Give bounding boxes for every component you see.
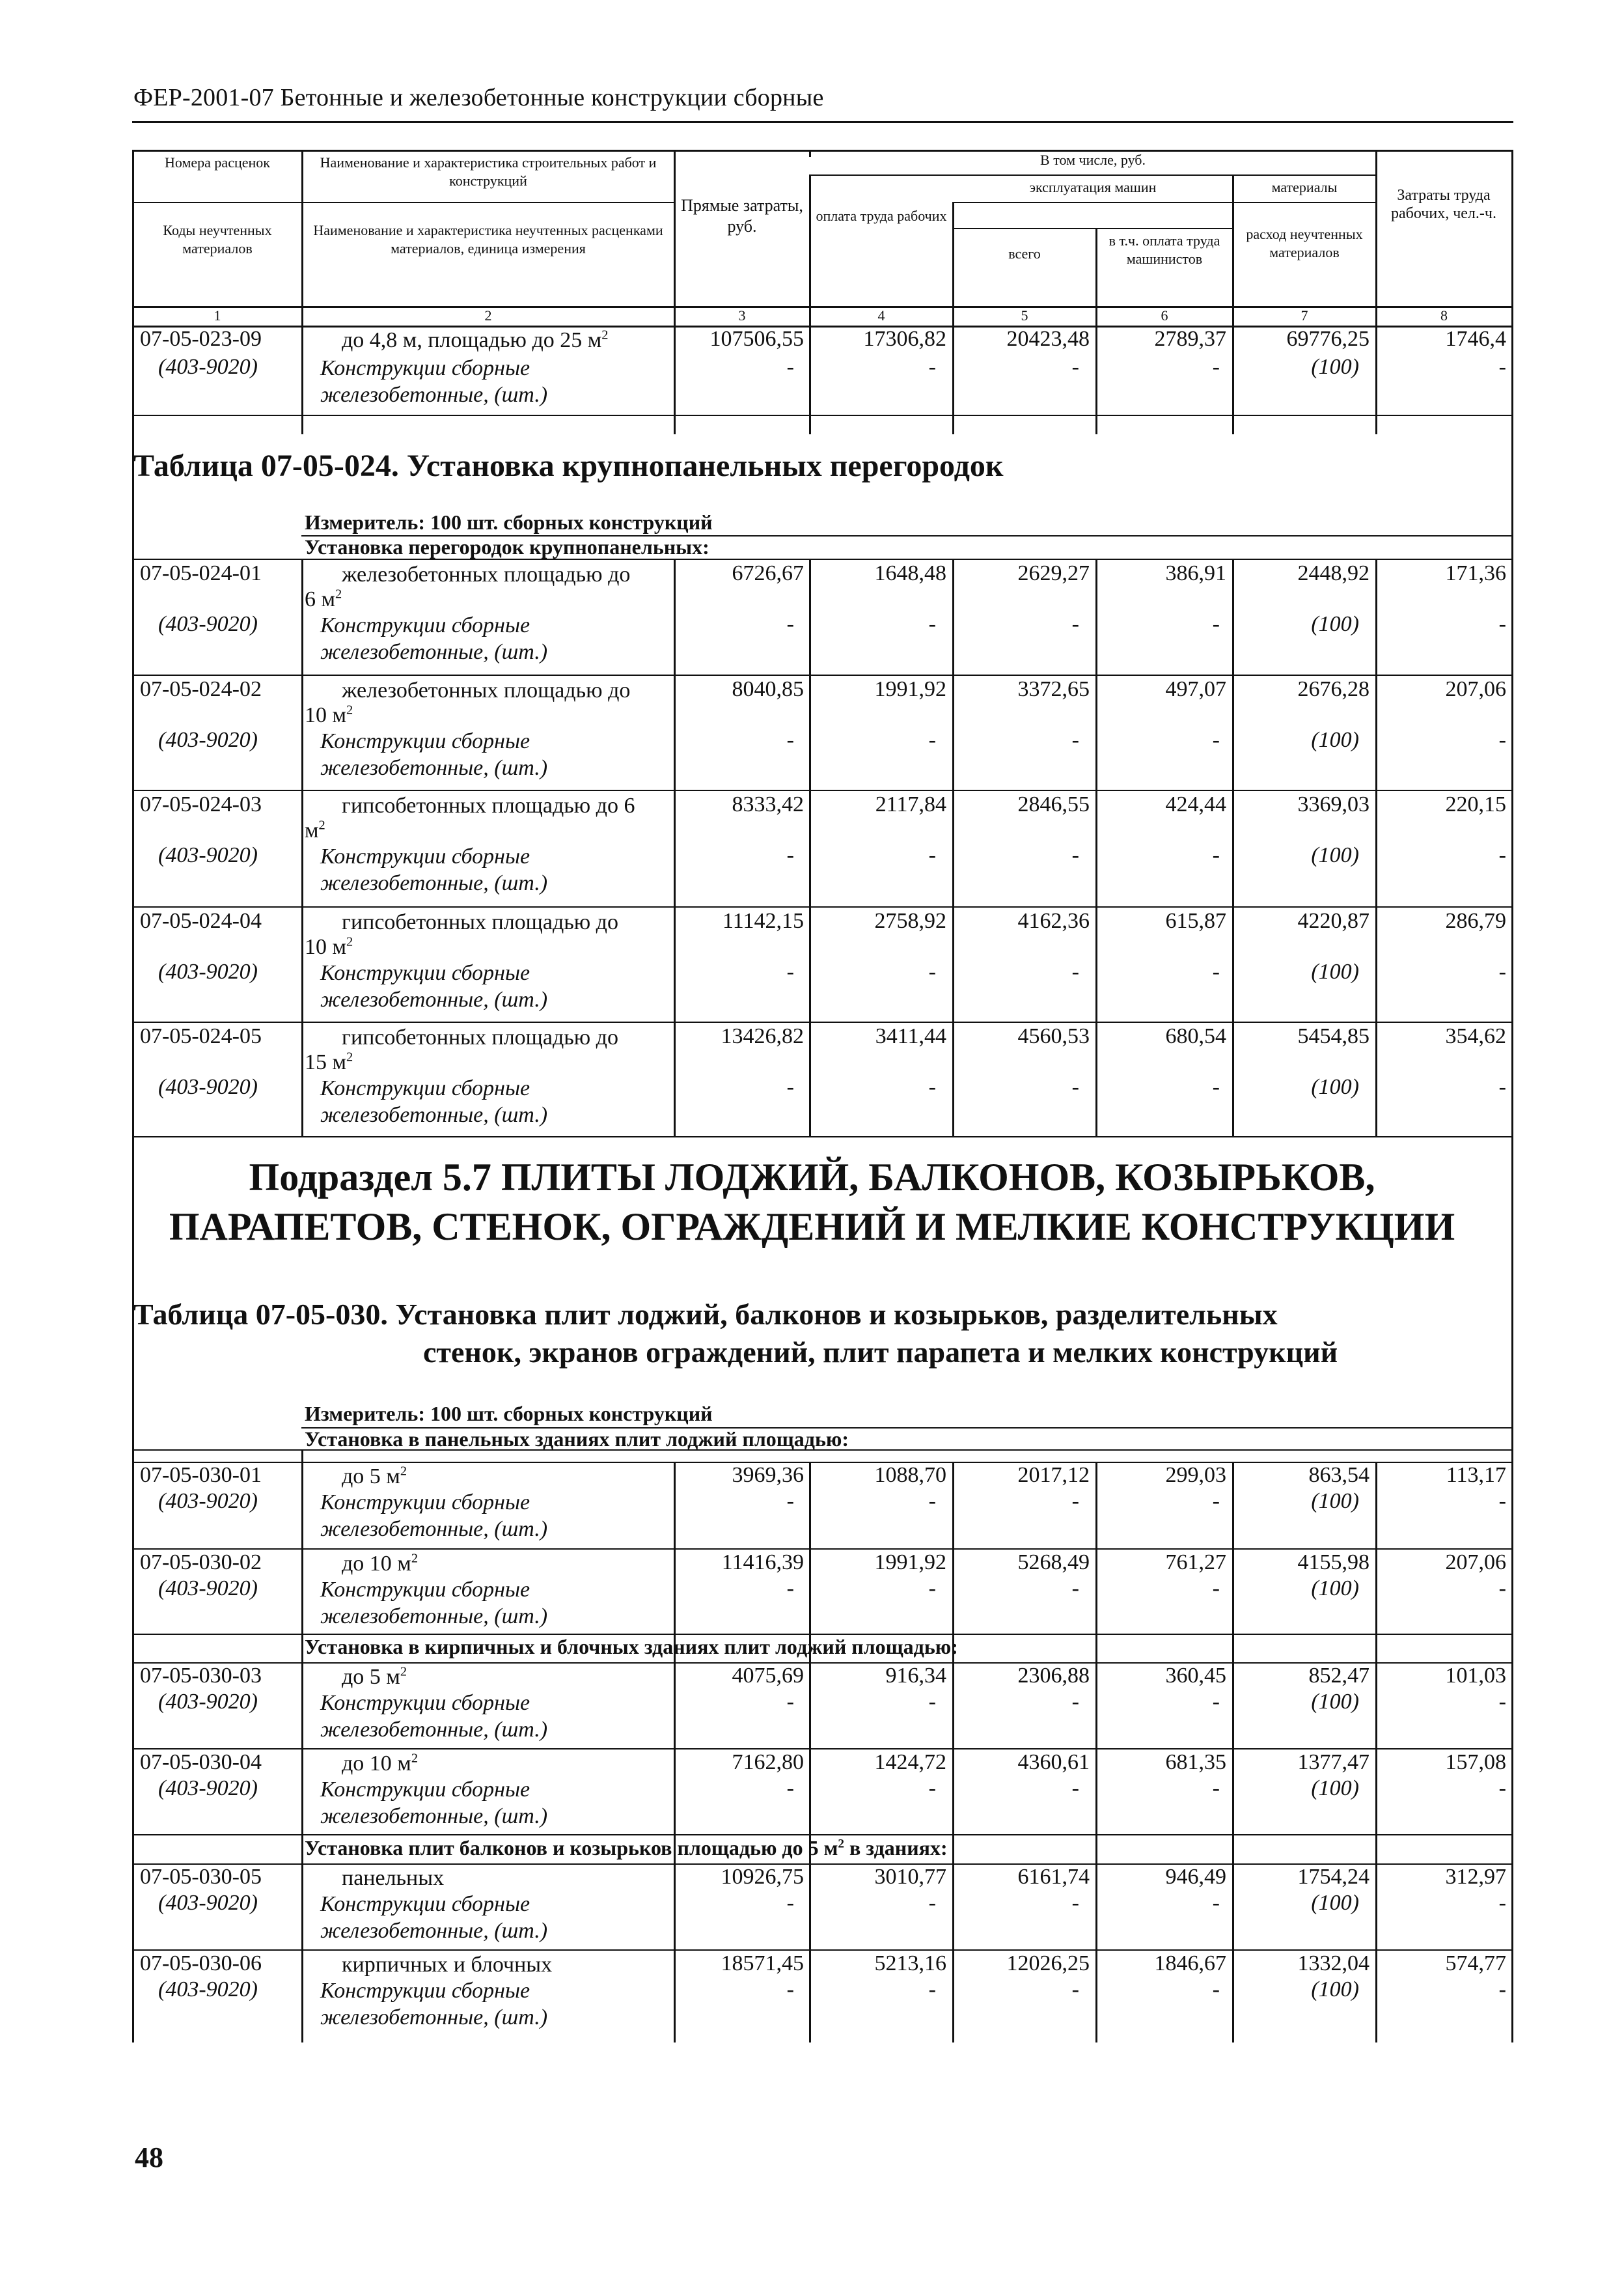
value-machines-total: 6161,74 xyxy=(1017,1865,1090,1889)
value-labor-hours: 207,06 xyxy=(1445,677,1506,701)
dash: - xyxy=(1212,1776,1220,1800)
value-labor-pay: 1648,48 xyxy=(874,561,946,585)
dash: - xyxy=(928,843,936,867)
dash: - xyxy=(1212,1891,1220,1915)
value-labor-hours: 574,77 xyxy=(1445,1951,1506,1975)
value-direct-cost: 3969,36 xyxy=(732,1463,804,1487)
material-code: (403-9020) xyxy=(158,1576,258,1600)
rate-code: 07-05-030-02 xyxy=(140,1550,262,1574)
dash: - xyxy=(1212,728,1220,752)
page-number: 48 xyxy=(135,2141,163,2173)
row-description: до 4,8 м, площадью до 25 $м^2$ xyxy=(342,328,609,352)
dash: - xyxy=(1498,1977,1506,2001)
dash: - xyxy=(1212,612,1220,636)
value-machinist-pay: 761,27 xyxy=(1165,1550,1226,1574)
value-machines-total: 2017,12 xyxy=(1017,1463,1090,1487)
material-code: (403-9020) xyxy=(158,355,258,379)
value-machines-total: 20423,48 xyxy=(1006,327,1090,351)
head-rule xyxy=(132,121,1513,123)
dash: - xyxy=(786,1690,794,1714)
value-machines-total: 4162,36 xyxy=(1017,909,1090,933)
dash: - xyxy=(1071,1075,1079,1099)
col-number: 3 xyxy=(738,307,746,324)
material-qty: (100) xyxy=(1311,1075,1359,1099)
material-qty: (100) xyxy=(1311,1977,1359,2001)
material-name: Конструкции сборные железобетонные, (шт.) xyxy=(320,1979,548,2029)
material-qty: (100) xyxy=(1311,1690,1359,1714)
dash: - xyxy=(928,1776,936,1800)
row-description: железобетонных площадью до xyxy=(342,678,631,703)
dash: - xyxy=(786,1977,794,2001)
dash: - xyxy=(1071,1977,1079,2001)
dash: - xyxy=(928,728,936,752)
value-materials: 4155,98 xyxy=(1297,1550,1369,1574)
rate-code: 07-05-030-06 xyxy=(140,1951,262,1975)
rate-code: 07-05-024-01 xyxy=(140,561,262,585)
value-labor-pay: 5213,16 xyxy=(874,1951,946,1975)
value-direct-cost: 13426,82 xyxy=(721,1024,804,1048)
material-qty: (100) xyxy=(1311,1776,1359,1800)
value-machines-total: 3372,65 xyxy=(1017,677,1090,701)
subsection-title: Подраздел 5.7 ПЛИТЫ ЛОДЖИЙ, БАЛКОНОВ, КОЗЫРЬКОВ, ПАРАПЕТОВ, СТЕНОК, ОГРАЖДЕНИЙ И МЕЛКИЕ КОНСТРУКЦИИ xyxy=(169,1156,1455,1248)
material-qty: (100) xyxy=(1311,728,1359,752)
col-number: 4 xyxy=(877,307,885,324)
value-materials: 863,54 xyxy=(1308,1463,1369,1487)
dash: - xyxy=(1498,1576,1506,1600)
value-materials: 1754,24 xyxy=(1297,1865,1369,1889)
dash: - xyxy=(1071,843,1079,867)
value-labor-pay: 1424,72 xyxy=(874,1750,946,1774)
header-col1-bottom: Коды неучтенных материалов xyxy=(163,222,272,257)
rate-code: 07-05-023-09 xyxy=(140,327,262,351)
material-name: Конструкции сборные железобетонные, (шт.) xyxy=(320,729,548,780)
value-labor-hours: 157,08 xyxy=(1445,1750,1506,1774)
value-machines-total: 12026,25 xyxy=(1006,1951,1090,1975)
value-materials: 4220,87 xyxy=(1297,909,1369,933)
value-machinist-pay: 299,03 xyxy=(1165,1463,1226,1487)
header-col6: в т.ч. оплата труда машинистов xyxy=(1108,232,1220,267)
rate-code: 07-05-030-05 xyxy=(140,1865,262,1889)
value-direct-cost: 8040,85 xyxy=(732,677,804,701)
dash: - xyxy=(1498,1776,1506,1800)
rate-code: 07-05-024-05 xyxy=(140,1024,262,1048)
value-direct-cost: 8333,42 xyxy=(732,792,804,816)
row-description: кирпичных и блочных xyxy=(342,1953,553,1977)
value-machinist-pay: 946,49 xyxy=(1165,1865,1226,1889)
dash: - xyxy=(786,1776,794,1800)
value-machinist-pay: 360,45 xyxy=(1165,1664,1226,1688)
dash: - xyxy=(1498,1489,1506,1513)
value-materials: 2676,28 xyxy=(1297,677,1369,701)
value-machines-total: 4360,61 xyxy=(1017,1750,1090,1774)
table-030-title: Таблица 07-05-030. Установка плит лоджий, балконов и козырьков, разделительных стенок, экранов ограждений, плит парапета и мелких конструкций xyxy=(133,1298,1338,1369)
value-direct-cost: 18571,45 xyxy=(721,1951,804,1975)
value-labor-pay: 1991,92 xyxy=(874,677,946,701)
dash: - xyxy=(786,1891,794,1915)
material-name: Конструкции сборные железобетонные, (шт.) xyxy=(320,1777,548,1828)
value-direct-cost: 107506,55 xyxy=(709,327,804,351)
value-labor-pay: 17306,82 xyxy=(863,327,946,351)
dash: - xyxy=(786,960,794,984)
row-description: панельных xyxy=(342,1866,445,1890)
material-code: (403-9020) xyxy=(158,1776,258,1800)
table-024-title: Таблица 07-05-024. Установка крупнопанельных перегородок xyxy=(133,449,1004,483)
dash: - xyxy=(1071,1891,1079,1915)
row-description: гипсобетонных площадью до xyxy=(342,1025,618,1050)
col-number: 1 xyxy=(213,307,221,324)
value-machines-total: 2306,88 xyxy=(1017,1664,1090,1688)
material-name: Конструкции сборные железобетонные, (шт.) xyxy=(320,356,548,407)
table-030-measure: Измеритель: 100 шт. сборных конструкций xyxy=(305,1402,713,1425)
header-col5: всего xyxy=(1008,245,1041,262)
dash: - xyxy=(1071,1776,1079,1800)
col-number: 2 xyxy=(484,307,492,324)
row-description: до 5 $м^2$ xyxy=(342,1664,407,1689)
value-materials: 2448,92 xyxy=(1297,561,1369,585)
value-labor-pay: 1991,92 xyxy=(874,1550,946,1574)
value-labor-pay: 916,34 xyxy=(885,1664,946,1688)
material-qty: (100) xyxy=(1311,960,1359,984)
dash: - xyxy=(1498,1075,1506,1099)
rate-code: 07-05-030-03 xyxy=(140,1664,262,1688)
rate-code: 07-05-030-04 xyxy=(140,1750,262,1774)
row-description: гипсобетонных площадью до xyxy=(342,910,618,934)
row-description-cont: 15 $м^2$ xyxy=(305,1050,353,1074)
value-labor-hours: 312,97 xyxy=(1445,1865,1506,1889)
value-machinist-pay: 2789,37 xyxy=(1154,327,1226,351)
material-name: Конструкции сборные железобетонные, (шт.) xyxy=(320,1490,548,1541)
col-number: 5 xyxy=(1021,307,1028,324)
header-in-total: В том числе, руб. xyxy=(1040,152,1146,168)
material-code: (403-9020) xyxy=(158,1977,258,2001)
dash: - xyxy=(928,355,936,379)
value-machinist-pay: 681,35 xyxy=(1165,1750,1226,1774)
value-machines-total: 2629,27 xyxy=(1017,561,1090,585)
header-col3: Прямые затраты, руб. xyxy=(681,196,803,236)
value-machines-total: 4560,53 xyxy=(1017,1024,1090,1048)
dash: - xyxy=(1498,843,1506,867)
dash: - xyxy=(786,843,794,867)
value-machinist-pay: 386,91 xyxy=(1165,561,1226,585)
dash: - xyxy=(1071,1690,1079,1714)
rate-code: 07-05-024-03 xyxy=(140,792,262,816)
dash: - xyxy=(1212,1977,1220,2001)
col-number: 8 xyxy=(1440,307,1448,324)
material-code: (403-9020) xyxy=(158,843,258,867)
dash: - xyxy=(928,1690,936,1714)
dash: - xyxy=(1212,843,1220,867)
value-labor-hours: 171,36 xyxy=(1445,561,1506,585)
row-description-cont: 10 $м^2$ xyxy=(305,934,353,959)
material-qty: (100) xyxy=(1311,355,1359,379)
value-labor-hours: 1746,4 xyxy=(1445,327,1506,351)
value-direct-cost: 11142,15 xyxy=(723,909,804,933)
material-qty: (100) xyxy=(1311,1576,1359,1600)
value-labor-hours: 354,62 xyxy=(1445,1024,1506,1048)
dash: - xyxy=(1498,612,1506,636)
running-head: ФЕР-2001-07 Бетонные и железобетонные конструкции сборные xyxy=(133,84,824,111)
value-machinist-pay: 497,07 xyxy=(1165,677,1226,701)
value-materials: 852,47 xyxy=(1308,1664,1369,1688)
material-code: (403-9020) xyxy=(158,1690,258,1714)
dash: - xyxy=(928,960,936,984)
value-labor-hours: 220,15 xyxy=(1445,792,1506,816)
dash: - xyxy=(1212,1075,1220,1099)
dash: - xyxy=(1071,960,1079,984)
table-030-group-3: Установка плит балконов и козырьков площадью до 5 $м^2$ в зданиях: xyxy=(305,1836,948,1860)
material-code: (403-9020) xyxy=(158,1489,258,1513)
dash: - xyxy=(1071,1576,1079,1600)
header-materials: материалы xyxy=(1271,179,1338,195)
dash: - xyxy=(786,1075,794,1099)
header-col2-top: Наименование и характеристика строительных работ и конструкций xyxy=(320,154,657,189)
col-number: 7 xyxy=(1301,307,1308,324)
dash: - xyxy=(928,1891,936,1915)
row-description: железобетонных площадью до xyxy=(342,563,631,587)
dash: - xyxy=(1212,960,1220,984)
material-name: Конструкции сборные железобетонные, (шт.) xyxy=(320,1691,548,1742)
header-col4: оплата труда рабочих xyxy=(816,208,947,224)
table-030-group-1: Установка в панельных зданиях плит лоджий площадью: xyxy=(305,1427,849,1451)
material-qty: (100) xyxy=(1311,843,1359,867)
dash: - xyxy=(928,1489,936,1513)
value-labor-hours: 101,03 xyxy=(1445,1664,1506,1688)
row-description-cont: 10 $м^2$ xyxy=(305,703,353,727)
value-machinist-pay: 680,54 xyxy=(1165,1024,1226,1048)
dash: - xyxy=(1212,1489,1220,1513)
row-description: гипсобетонных площадью до 6 xyxy=(342,794,635,818)
material-code: (403-9020) xyxy=(158,728,258,752)
row-description: до 5 $м^2$ xyxy=(342,1464,407,1488)
row-description-cont: 6 $м^2$ xyxy=(305,587,342,611)
dash: - xyxy=(1498,355,1506,379)
dash: - xyxy=(1498,1690,1506,1714)
value-labor-pay: 2117,84 xyxy=(875,792,946,816)
dash: - xyxy=(786,1489,794,1513)
material-code: (403-9020) xyxy=(158,1891,258,1915)
row-description: до 10 $м^2$ xyxy=(342,1751,419,1776)
material-qty: (100) xyxy=(1311,1489,1359,1513)
value-materials: 69776,25 xyxy=(1286,327,1369,351)
value-direct-cost: 11416,39 xyxy=(721,1550,804,1574)
material-name: Конструкции сборные железобетонные, (шт.) xyxy=(320,1578,548,1628)
row-description-cont: $м^2$ xyxy=(305,818,325,843)
value-labor-pay: 3411,44 xyxy=(875,1024,946,1048)
material-code: (403-9020) xyxy=(158,960,258,984)
value-direct-cost: 6726,67 xyxy=(732,561,804,585)
dash: - xyxy=(928,612,936,636)
table-024-group: Установка перегородок крупнопанельных: xyxy=(305,535,709,559)
value-labor-hours: 113,17 xyxy=(1446,1463,1506,1487)
value-labor-pay: 1088,70 xyxy=(874,1463,946,1487)
dash: - xyxy=(928,1977,936,2001)
header-col8: Затраты труда рабочих, чел.-ч. xyxy=(1391,187,1496,222)
material-name: Конструкции сборные железобетонные, (шт.) xyxy=(320,1892,548,1943)
material-code: (403-9020) xyxy=(158,612,258,636)
rate-code: 07-05-024-04 xyxy=(140,909,262,933)
value-machinist-pay: 424,44 xyxy=(1165,792,1226,816)
value-direct-cost: 7162,80 xyxy=(732,1750,804,1774)
value-materials: 3369,03 xyxy=(1297,792,1369,816)
header-machines: эксплуатация машин xyxy=(1029,179,1157,195)
value-direct-cost: 10926,75 xyxy=(721,1865,804,1889)
dash: - xyxy=(786,728,794,752)
material-qty: (100) xyxy=(1311,1891,1359,1915)
material-name: Конструкции сборные железобетонные, (шт.) xyxy=(320,961,548,1012)
table-024-measure: Измеритель: 100 шт. сборных конструкций xyxy=(305,510,713,534)
value-labor-hours: 207,06 xyxy=(1445,1550,1506,1574)
dash: - xyxy=(928,1075,936,1099)
value-materials: 5454,85 xyxy=(1297,1024,1369,1048)
dash: - xyxy=(786,612,794,636)
header-col2-bottom: Наименование и характеристика неучтенных расценками материалов, единица измерения xyxy=(313,222,663,257)
rate-code: 07-05-024-02 xyxy=(140,677,262,701)
dash: - xyxy=(928,1576,936,1600)
dash: - xyxy=(1498,728,1506,752)
row-description: до 10 $м^2$ xyxy=(342,1551,419,1576)
dash: - xyxy=(1212,355,1220,379)
value-machines-total: 2846,55 xyxy=(1017,792,1090,816)
dash: - xyxy=(1212,1690,1220,1714)
dash: - xyxy=(1071,612,1079,636)
rate-code: 07-05-030-01 xyxy=(140,1463,262,1487)
dash: - xyxy=(1498,960,1506,984)
material-name: Конструкции сборные железобетонные, (шт.) xyxy=(320,613,548,664)
dash: - xyxy=(1071,1489,1079,1513)
material-qty: (100) xyxy=(1311,612,1359,636)
col-number: 6 xyxy=(1161,307,1168,324)
header-col1-top: Номера расценок xyxy=(165,154,270,171)
value-direct-cost: 4075,69 xyxy=(732,1664,804,1688)
dash: - xyxy=(786,355,794,379)
dash: - xyxy=(1071,355,1079,379)
dash: - xyxy=(1212,1576,1220,1600)
value-labor-pay: 2758,92 xyxy=(874,909,946,933)
dash: - xyxy=(1071,728,1079,752)
material-name: Конструкции сборные железобетонные, (шт.) xyxy=(320,1076,548,1127)
value-materials: 1377,47 xyxy=(1297,1750,1369,1774)
material-name: Конструкции сборные железобетонные, (шт.) xyxy=(320,844,548,895)
value-machinist-pay: 615,87 xyxy=(1165,909,1226,933)
value-labor-hours: 286,79 xyxy=(1445,909,1506,933)
table-030-group-2: Установка в кирпичных и блочных зданиях плит лоджий площадью: xyxy=(305,1635,958,1658)
header-col7: расход неучтенных материалов xyxy=(1246,226,1363,260)
value-machinist-pay: 1846,67 xyxy=(1154,1951,1226,1975)
dash: - xyxy=(1498,1891,1506,1915)
material-code: (403-9020) xyxy=(158,1075,258,1099)
dash: - xyxy=(786,1576,794,1600)
value-materials: 1332,04 xyxy=(1297,1951,1369,1975)
value-machines-total: 5268,49 xyxy=(1017,1550,1090,1574)
value-labor-pay: 3010,77 xyxy=(874,1865,946,1889)
